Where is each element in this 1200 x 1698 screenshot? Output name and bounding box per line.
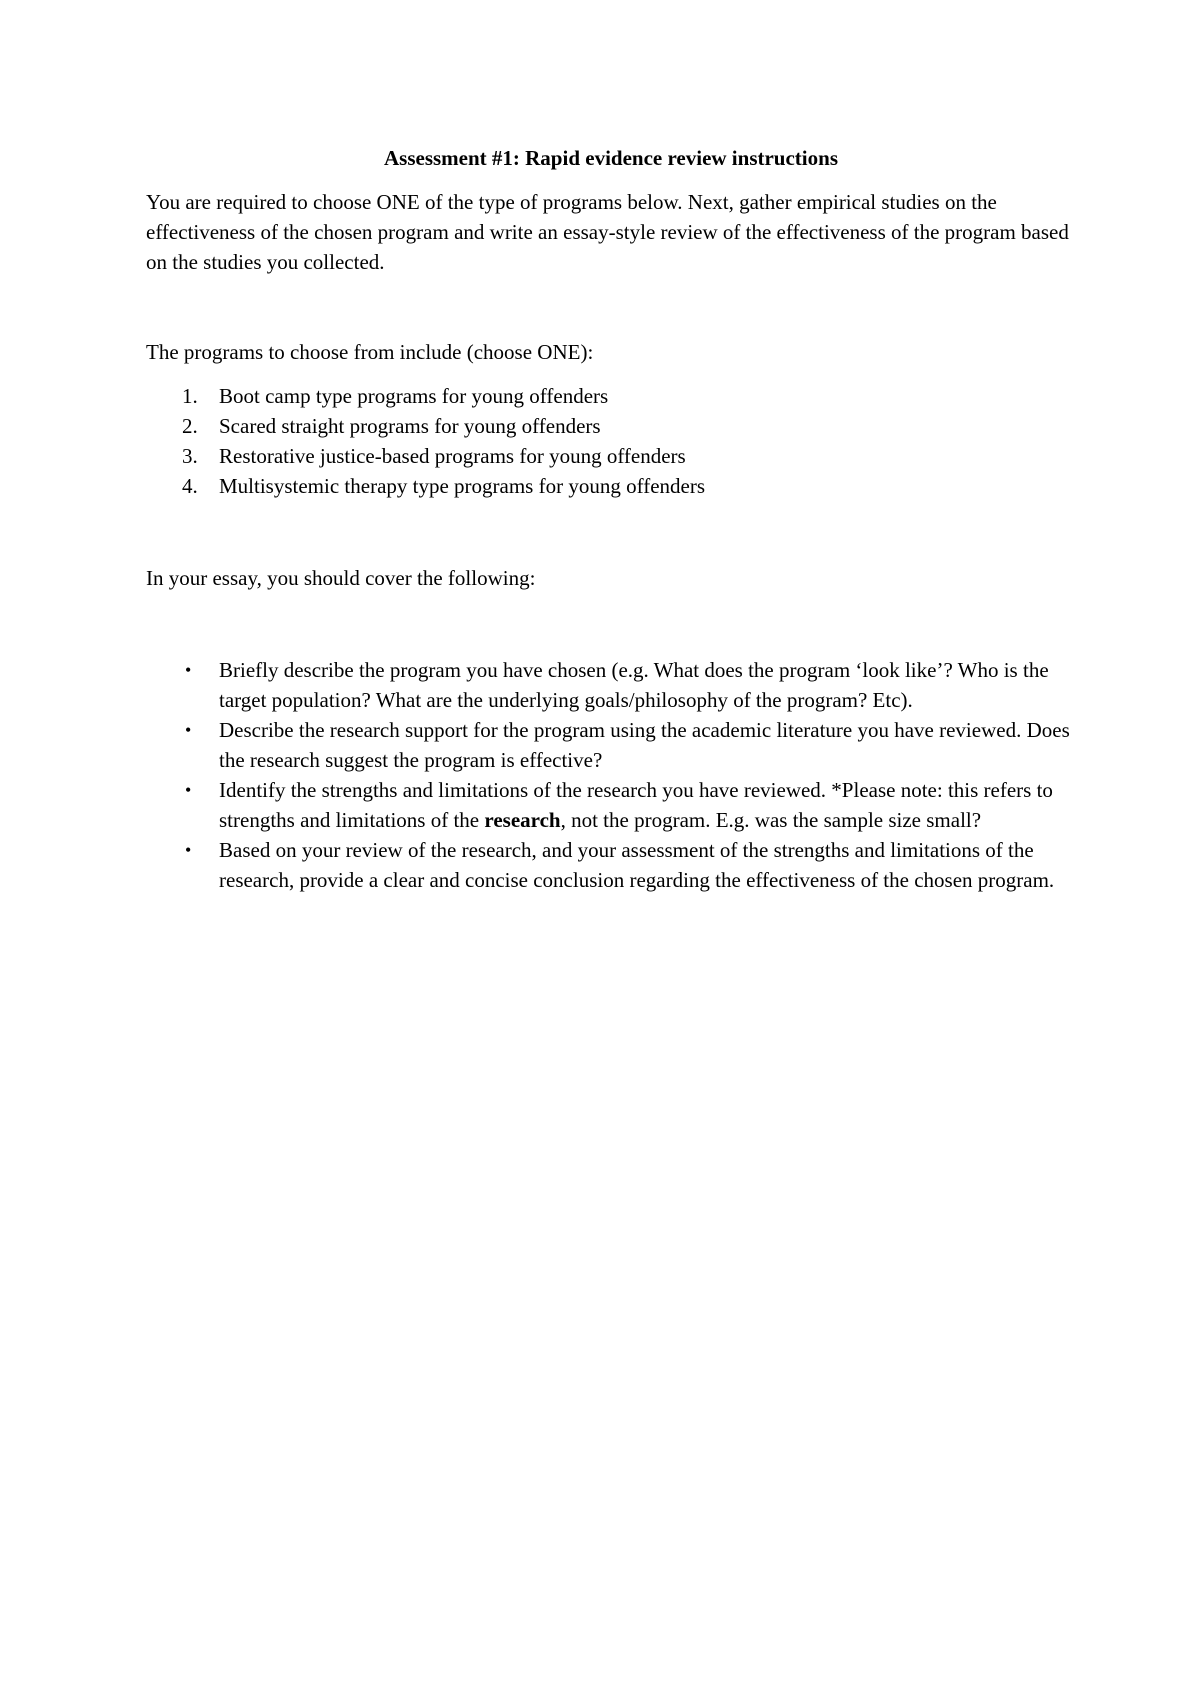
program-number: 2.	[182, 414, 198, 438]
program-text: Scared straight programs for young offenders	[219, 414, 601, 438]
requirement-item	[146, 715, 1076, 775]
requirement-text: Based on your review of the research, and your assessment of the strengths and limitations of the research, provide a clear and concise conclusion regarding the effectiveness of the chosen program.	[219, 838, 1055, 892]
requirement-item	[146, 775, 1076, 835]
requirement-item	[146, 655, 1076, 715]
program-item	[146, 381, 1076, 411]
requirement-text: Briefly describe the program you have chosen (e.g. What does the program ‘look like’? Who is the target population? What are the underlying goals/philosophy of the program? Etc).	[219, 658, 1049, 712]
program-number: 3.	[182, 444, 198, 468]
bullet-icon: •	[185, 780, 192, 800]
program-text: Multisystemic therapy type programs for young offenders	[219, 474, 706, 498]
programs-list	[146, 381, 1076, 501]
program-item	[146, 441, 1076, 471]
program-number: 4.	[182, 474, 198, 498]
requirement-item	[146, 835, 1076, 895]
intro-paragraph: You are required to choose ONE of the type of programs below. Next, gather empirical studies on the effectiveness of the chosen program and write an essay-style review of the effectiveness of the program based on the studies you collected.	[146, 190, 1069, 274]
requirement-text-before: Identify the strengths and limitations of the research you have reviewed. *Please note: this refers to strengths and limitations of the	[219, 778, 1053, 832]
bullet-icon: •	[185, 720, 192, 740]
requirement-text-after: , not the program. E.g. was the sample size small?	[560, 808, 982, 832]
bullet-icon: •	[185, 840, 192, 860]
requirement-text-emphasis: research	[484, 808, 561, 832]
program-item	[146, 471, 1076, 501]
program-text: Boot camp type programs for young offenders	[219, 384, 609, 408]
essay-lead-paragraph: In your essay, you should cover the following:	[146, 566, 536, 590]
program-item	[146, 411, 1076, 441]
document-body	[146, 143, 1076, 895]
program-text: Restorative justice-based programs for young offenders	[219, 444, 686, 468]
requirements-list	[146, 655, 1076, 895]
bullet-icon: •	[185, 660, 192, 680]
program-number: 1.	[182, 384, 198, 408]
programs-lead-paragraph: The programs to choose from include (choose ONE):	[146, 340, 594, 364]
requirement-text: Describe the research support for the program using the academic literature you have reviewed. Does the research suggest the program is effective?	[219, 718, 1070, 772]
document-title: Assessment #1: Rapid evidence review instructions	[383, 146, 838, 170]
